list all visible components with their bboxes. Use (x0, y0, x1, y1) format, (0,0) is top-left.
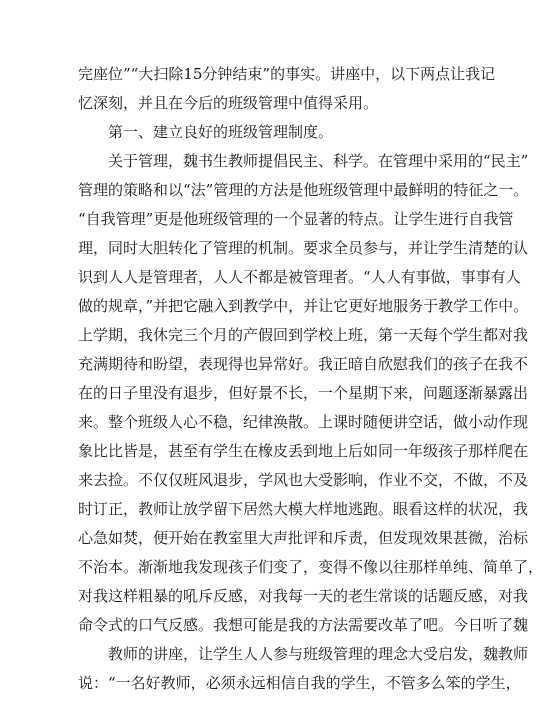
section-heading: 第一、建立良好的班级管理制度。 (108, 123, 334, 141)
text-line-9: 做的规章，”并把它融入到教学中，并让它更好地服务于教学工作中。 (78, 297, 529, 315)
text-line-14: 象比比皆是，甚至有学生在橡皮丢到地上后如同一年级孩子那样爬在 (78, 442, 529, 460)
text-line-10: 上学期，我休完三个月的产假回到学校上班，第一天每个学生都对我 (78, 326, 529, 344)
text-line-15: 来去捡。不仅仅班风退步，学风也大受影响，作业不交，不做，不及 (78, 471, 529, 489)
text-line-13: 来。整个班级人心不稳，纪律涣散。上课时随便讲空话，做小动作现 (78, 413, 529, 431)
text-line-12: 在的日子里没有退步，但好景不长，一个星期下来，问题逐渐暴露出 (78, 384, 529, 402)
text-line-5: 管理的策略和以“法”管理的方法是他班级管理中最鲜明的特征之一。 (78, 181, 529, 199)
text-line-21: 教师的讲座，让学生人人参与班级管理的理念大受启发，魏教师 (108, 645, 529, 663)
text-line-22: 说：“一名好教师，必须永远相信自我的学生，不管多么笨的学生， (78, 674, 521, 692)
text-line-19: 对我这样粗暴的吼斥反感，对我每一天的老生常谈的话题反感，对我 (78, 587, 529, 605)
text-line-7: 理，同时大胆转化了管理的机制。要求全员参与，并让学生清楚的认 (78, 239, 529, 257)
text-line-18: 不治本。渐渐地我发现孩子们变了，变得不像以往那样单纯、简单了， (78, 558, 543, 576)
text-line-17: 心急如焚，便开始在教室里大声批评和斥责，但发现效果甚微，治标 (78, 529, 529, 547)
text-line-8: 识到人人是管理者，人人不都是被管理者。“人人有事做，事事有人 (78, 268, 521, 286)
text-line-1: 完座位”“大扫除15分钟结束”的事实。讲座中，以下两点让我记 (78, 65, 496, 83)
text-line-20: 命令式的口气反感。我想可能是我的方法需要改革了吧。今日听了魏 (78, 616, 529, 634)
text-line-6: “自我管理”更是他班级管理的一个显著的特点。让学生进行自我管 (78, 210, 514, 228)
text-line-2: 忆深刻，并且在今后的班级管理中值得采用。 (78, 94, 379, 112)
text-line-11: 充满期待和盼望，表现得也异常好。我正暗自欣慰我们的孩子在我不 (78, 355, 529, 373)
text-line-16: 时订正，教师让放学留下居然大模大样地逃跑。眼看这样的状况，我 (78, 500, 529, 518)
text-line-4: 关于管理，魏书生教师提倡民主、科学。在管理中采用的“民主” (108, 152, 529, 170)
